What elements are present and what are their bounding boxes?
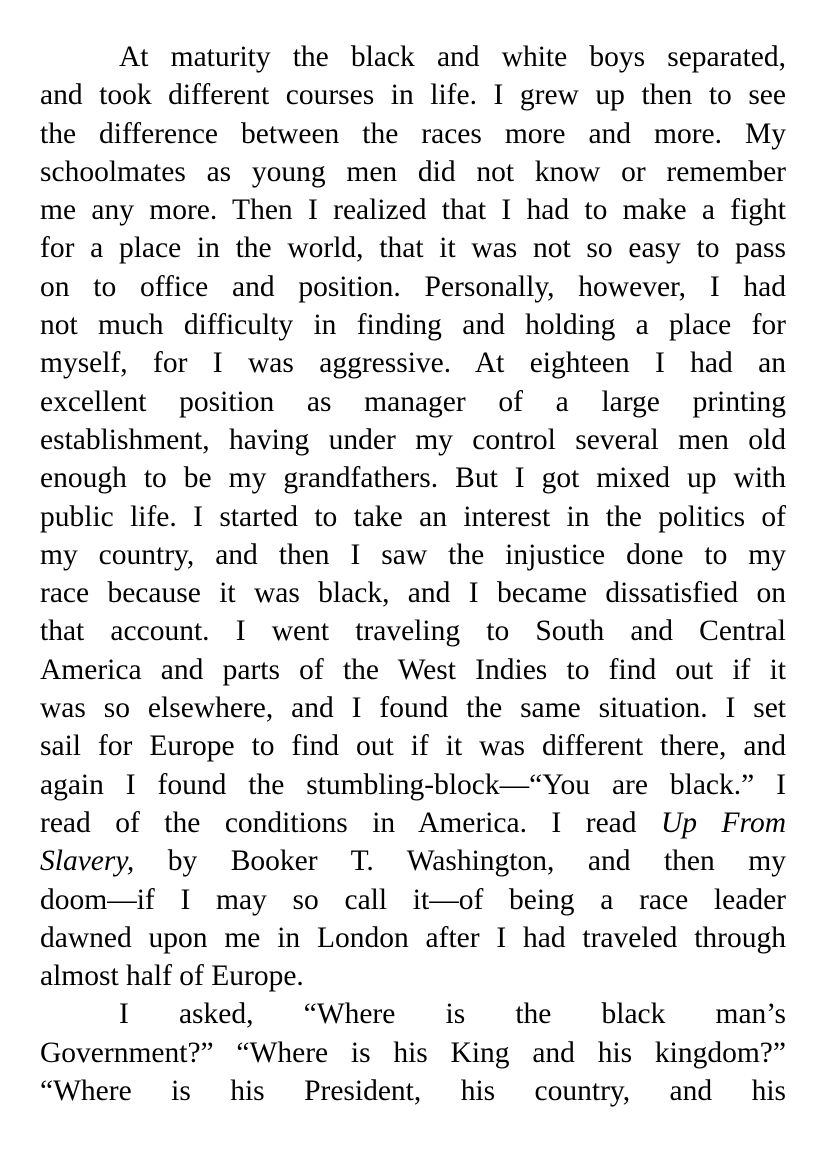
text-segment: by Booker T. Washington, and then my bbox=[134, 845, 786, 878]
text-line: myself, for I was aggressive. At eighteen I had an bbox=[40, 347, 786, 380]
text-line-with-book-title bbox=[40, 842, 786, 880]
text-line: and took different courses in life. I grew up then to see bbox=[40, 79, 786, 112]
text-segment: read of the conditions in America. I read bbox=[40, 806, 661, 839]
text-line: me any more. Then I realized that I had to make a fight bbox=[40, 194, 786, 227]
text-line: “Where is his President, his country, and his bbox=[40, 1075, 786, 1108]
text-line: schoolmates as young men did not know or remember bbox=[40, 155, 786, 188]
text-line: on to office and position. Personally, however, I had bbox=[40, 270, 786, 303]
text-line: dawned upon me in London after I had traveled through bbox=[40, 921, 786, 954]
book-title-italic: Slavery, bbox=[40, 845, 135, 878]
text-line: Government?” “Where is his King and his kingdom?” bbox=[40, 1036, 786, 1069]
text-line: that account. I went traveling to South and Central bbox=[40, 615, 786, 648]
text-line: enough to be my grandfathers. But I got mixed up with bbox=[40, 462, 786, 495]
text-line: race because it was black, and I became dissatisfied on bbox=[40, 577, 786, 610]
text-line: doom—if I may so call it—of being a race leader bbox=[40, 883, 786, 916]
text-line: establishment, having under my control several men old bbox=[40, 423, 786, 456]
text-line: again I found the stumbling-block—“You are black.” I bbox=[40, 768, 786, 801]
paragraph-1 bbox=[40, 38, 786, 995]
text-line: sail for Europe to find out if it was different there, and bbox=[40, 730, 786, 763]
text-line: was so elsewhere, and I found the same situation. I set bbox=[40, 692, 786, 725]
text-line: the difference between the races more and more. My bbox=[40, 117, 786, 150]
text-line: America and parts of the West Indies to find out if it bbox=[40, 653, 786, 686]
text-line-with-book-title bbox=[40, 804, 786, 842]
text-line: almost half of Europe. bbox=[40, 960, 304, 993]
book-title-italic: Up From bbox=[661, 806, 786, 839]
book-page-text bbox=[40, 38, 786, 1110]
text-line: At maturity the black and white boys separated, bbox=[119, 41, 786, 73]
paragraph-2 bbox=[40, 995, 786, 1110]
text-line: my country, and then I saw the injustice done to my bbox=[40, 538, 786, 571]
text-line: for a place in the world, that it was not so easy to pass bbox=[40, 232, 786, 265]
text-line: public life. I started to take an interest in the politics of bbox=[40, 500, 786, 533]
text-line: I asked, “Where is the black man’s bbox=[119, 998, 786, 1031]
text-line: not much difficulty in finding and holding a place for bbox=[40, 309, 786, 342]
text-line: excellent position as manager of a large printing bbox=[40, 385, 786, 418]
